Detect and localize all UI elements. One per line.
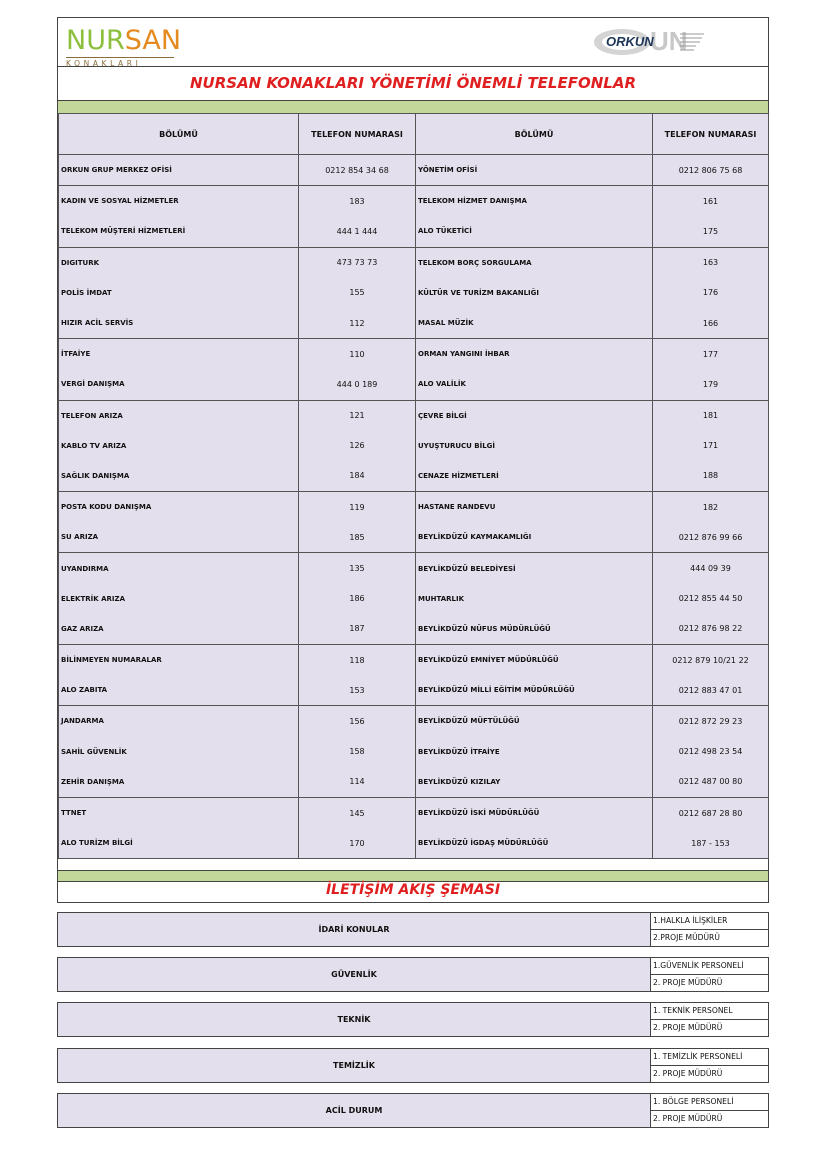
table-header-row [59, 114, 769, 155]
department-name-left: KABLO TV ARIZA [59, 431, 299, 461]
department-name-right: BEYLİKDÜZÜ İTFAİYE [416, 737, 653, 767]
table-row [59, 614, 769, 645]
phone-number-left: 110 [299, 339, 416, 370]
flow-step: 1.GÜVENLİK PERSONELİ [651, 957, 769, 975]
phone-number-left: 145 [299, 797, 416, 828]
table-row [59, 737, 769, 767]
phone-number-right: 444 09 39 [653, 553, 769, 584]
phone-number-left: 156 [299, 706, 416, 737]
table-row [59, 706, 769, 737]
flow-row [57, 1093, 769, 1128]
department-name-right: TELEKOM BORÇ SORGULAMA [416, 247, 653, 278]
department-name-right: CENAZE HİZMETLERİ [416, 461, 653, 492]
table-row [59, 584, 769, 614]
phone-number-left: 187 [299, 614, 416, 645]
department-name-left: DIGITURK [59, 247, 299, 278]
table-row [59, 339, 769, 370]
department-name-left: SAĞLIK DANIŞMA [59, 461, 299, 492]
table-row [59, 492, 769, 523]
department-name-left: GAZ ARIZA [59, 614, 299, 645]
phone-number-right: 0212 883 47 01 [653, 675, 769, 706]
phone-number-left: 118 [299, 645, 416, 676]
phone-number-left: 170 [299, 828, 416, 859]
phone-number-left: 183 [299, 186, 416, 217]
table-row [59, 431, 769, 461]
phone-number-left: 119 [299, 492, 416, 523]
department-name-right: UYUŞTURUCU BİLGİ [416, 431, 653, 461]
department-name-left: HIZIR ACİL SERVİS [59, 308, 299, 339]
department-name-right: ORMAN YANGINI İHBAR [416, 339, 653, 370]
department-name-right: BEYLİKDÜZÜ MÜFTÜLÜĞÜ [416, 706, 653, 737]
department-name-right: ALO TÜKETİCİ [416, 216, 653, 247]
phone-number-right: 175 [653, 216, 769, 247]
phone-number-right: 179 [653, 369, 769, 400]
flow-steps [651, 1002, 769, 1037]
department-name-right: MASAL MÜZİK [416, 308, 653, 339]
orkun-logo-text: ORKUN [606, 34, 654, 49]
phone-number-left: 444 1 444 [299, 216, 416, 247]
department-name-right: BEYLİKDÜZÜ İGDAŞ MÜDÜRLÜĞÜ [416, 828, 653, 859]
flow-step: 2.PROJE MÜDÜRÜ [651, 930, 769, 948]
department-name-right: YÖNETİM OFİSİ [416, 155, 653, 186]
department-name-left: ALO TURİZM BİLGİ [59, 828, 299, 859]
flow-step: 1. TEKNİK PERSONEL [651, 1002, 769, 1020]
flow-topic-label: GÜVENLİK [57, 957, 651, 992]
phone-number-right: 0212 879 10/21 22 [653, 645, 769, 676]
phone-number-left: 114 [299, 767, 416, 798]
table-row [59, 461, 769, 492]
department-name-right: BEYLİKDÜZÜ KAYMAKAMLIĞI [416, 522, 653, 553]
department-name-right: MUHTARLIK [416, 584, 653, 614]
phone-number-right: 181 [653, 400, 769, 431]
department-name-left: TTNET [59, 797, 299, 828]
table-row [59, 522, 769, 553]
table-row [59, 186, 769, 217]
column-header-phone-1: TELEFON NUMARASI [299, 114, 416, 155]
table-row [59, 828, 769, 859]
flow-step: 2. PROJE MÜDÜRÜ [651, 1066, 769, 1084]
table-row [59, 216, 769, 247]
phone-number-right: 163 [653, 247, 769, 278]
phone-number-left: 473 73 73 [299, 247, 416, 278]
phone-number-left: 184 [299, 461, 416, 492]
department-name-left: BİLİNMEYEN NUMARALAR [59, 645, 299, 676]
phone-table-body [59, 155, 769, 859]
phone-number-right: 161 [653, 186, 769, 217]
phone-directory-table [58, 113, 769, 859]
phone-number-left: 135 [299, 553, 416, 584]
department-name-left: SU ARIZA [59, 522, 299, 553]
department-name-left: ALO ZABITA [59, 675, 299, 706]
flow-steps [651, 1048, 769, 1083]
department-name-left: KADIN VE SOSYAL HİZMETLER [59, 186, 299, 217]
orkun-logo [592, 27, 742, 57]
flow-step: 2. PROJE MÜDÜRÜ [651, 1111, 769, 1129]
column-header-department-1: BÖLÜMÜ [59, 114, 299, 155]
flow-chart-title: İLETİŞİM AKIŞ ŞEMASI [325, 882, 501, 898]
department-name-left: ZEHİR DANIŞMA [59, 767, 299, 798]
department-name-left: TELEKOM MÜŞTERİ HİZMETLERİ [59, 216, 299, 247]
table-row [59, 278, 769, 308]
phone-number-right: 176 [653, 278, 769, 308]
phone-number-right: 0212 876 99 66 [653, 522, 769, 553]
flow-steps [651, 957, 769, 992]
phone-number-right: 171 [653, 431, 769, 461]
phone-number-left: 126 [299, 431, 416, 461]
department-name-right: BEYLİKDÜZÜ EMNİYET MÜDÜRLÜĞÜ [416, 645, 653, 676]
phone-number-right: 177 [653, 339, 769, 370]
phone-number-right: 0212 855 44 50 [653, 584, 769, 614]
table-row [59, 308, 769, 339]
column-header-department-2: BÖLÜMÜ [416, 114, 653, 155]
phone-number-right: 188 [653, 461, 769, 492]
table-row [59, 797, 769, 828]
department-name-right: HASTANE RANDEVU [416, 492, 653, 523]
department-name-left: POSTA KODU DANIŞMA [59, 492, 299, 523]
department-name-right: TELEKOM HİZMET DANIŞMA [416, 186, 653, 217]
table-row [59, 369, 769, 400]
flow-steps [651, 912, 769, 947]
phone-number-right: 0212 876 98 22 [653, 614, 769, 645]
department-name-left: UYANDIRMA [59, 553, 299, 584]
nursan-logo-part1: NUR [66, 25, 125, 56]
phone-number-right: 182 [653, 492, 769, 523]
phone-number-right: 0212 487 00 80 [653, 767, 769, 798]
department-name-right: ALO VALİLİK [416, 369, 653, 400]
phone-number-left: 185 [299, 522, 416, 553]
orkun-logo-graphic [592, 27, 742, 57]
flow-topic-label: TEKNİK [57, 1002, 651, 1037]
department-name-right: BEYLİKDÜZÜ KIZILAY [416, 767, 653, 798]
nursan-logo [66, 25, 182, 68]
department-name-right: KÜLTÜR VE TURİZM BAKANLIĞI [416, 278, 653, 308]
phone-number-right: 0212 498 23 54 [653, 737, 769, 767]
department-name-right: BEYLİKDÜZÜ MİLLİ EĞİTİM MÜDÜRLÜĞÜ [416, 675, 653, 706]
section-band-bottom [58, 870, 768, 882]
phone-number-left: 0212 854 34 68 [299, 155, 416, 186]
department-name-left: ELEKTRİK ARIZA [59, 584, 299, 614]
flow-step: 1. BÖLGE PERSONELİ [651, 1093, 769, 1111]
phone-number-left: 121 [299, 400, 416, 431]
phone-number-right: 0212 872 29 23 [653, 706, 769, 737]
flow-row [57, 957, 769, 992]
department-name-right: BEYLİKDÜZÜ İSKİ MÜDÜRLÜĞÜ [416, 797, 653, 828]
flow-topic-label: İDARİ KONULAR [57, 912, 651, 947]
department-name-right: BEYLİKDÜZÜ BELEDİYESİ [416, 553, 653, 584]
flow-row [57, 1048, 769, 1083]
table-row [59, 767, 769, 798]
table-row [59, 155, 769, 186]
flow-step: 1.HALKLA İLİŞKİLER [651, 912, 769, 930]
phone-number-left: 158 [299, 737, 416, 767]
flow-row [57, 912, 769, 947]
flow-row [57, 1002, 769, 1037]
flow-step: 2. PROJE MÜDÜRÜ [651, 1020, 769, 1038]
flow-topic-label: ACİL DURUM [57, 1093, 651, 1128]
table-row [59, 645, 769, 676]
department-name-right: ÇEVRE BİLGİ [416, 400, 653, 431]
department-name-left: VERGİ DANIŞMA [59, 369, 299, 400]
nursan-logo-subtitle: KONAKLARI [66, 57, 174, 68]
table-row [59, 553, 769, 584]
section-band-top [58, 100, 768, 114]
phone-number-right: 0212 806 75 68 [653, 155, 769, 186]
document-sheet [57, 17, 769, 903]
phone-number-left: 444 0 189 [299, 369, 416, 400]
department-name-left: POLİS İMDAT [59, 278, 299, 308]
department-name-left: SAHİL GÜVENLİK [59, 737, 299, 767]
header-divider [58, 66, 768, 67]
flow-topic-label: TEMİZLİK [57, 1048, 651, 1083]
phone-number-left: 186 [299, 584, 416, 614]
department-name-right: BEYLİKDÜZÜ NÜFUS MÜDÜRLÜĞÜ [416, 614, 653, 645]
phone-number-right: 187 - 153 [653, 828, 769, 859]
column-header-phone-2: TELEFON NUMARASI [653, 114, 769, 155]
phone-number-left: 112 [299, 308, 416, 339]
phone-number-right: 0212 687 28 80 [653, 797, 769, 828]
page-title: NURSAN KONAKLARI YÖNETİMİ ÖNEMLİ TELEFONLAR [189, 74, 636, 92]
phone-number-left: 153 [299, 675, 416, 706]
department-name-left: İTFAİYE [59, 339, 299, 370]
phone-number-left: 155 [299, 278, 416, 308]
phone-number-right: 166 [653, 308, 769, 339]
flow-step: 2. PROJE MÜDÜRÜ [651, 975, 769, 993]
table-row [59, 675, 769, 706]
flow-step: 1. TEMİZLİK PERSONELİ [651, 1048, 769, 1066]
svg-text:UN: UN [650, 27, 688, 56]
nursan-logo-wordmark [66, 25, 182, 56]
department-name-left: TELEFON ARIZA [59, 400, 299, 431]
table-row [59, 400, 769, 431]
table-row [59, 247, 769, 278]
nursan-logo-part2: SAN [124, 25, 182, 56]
department-name-left: JANDARMA [59, 706, 299, 737]
department-name-left: ORKUN GRUP MERKEZ OFİSİ [59, 155, 299, 186]
flow-steps [651, 1093, 769, 1128]
